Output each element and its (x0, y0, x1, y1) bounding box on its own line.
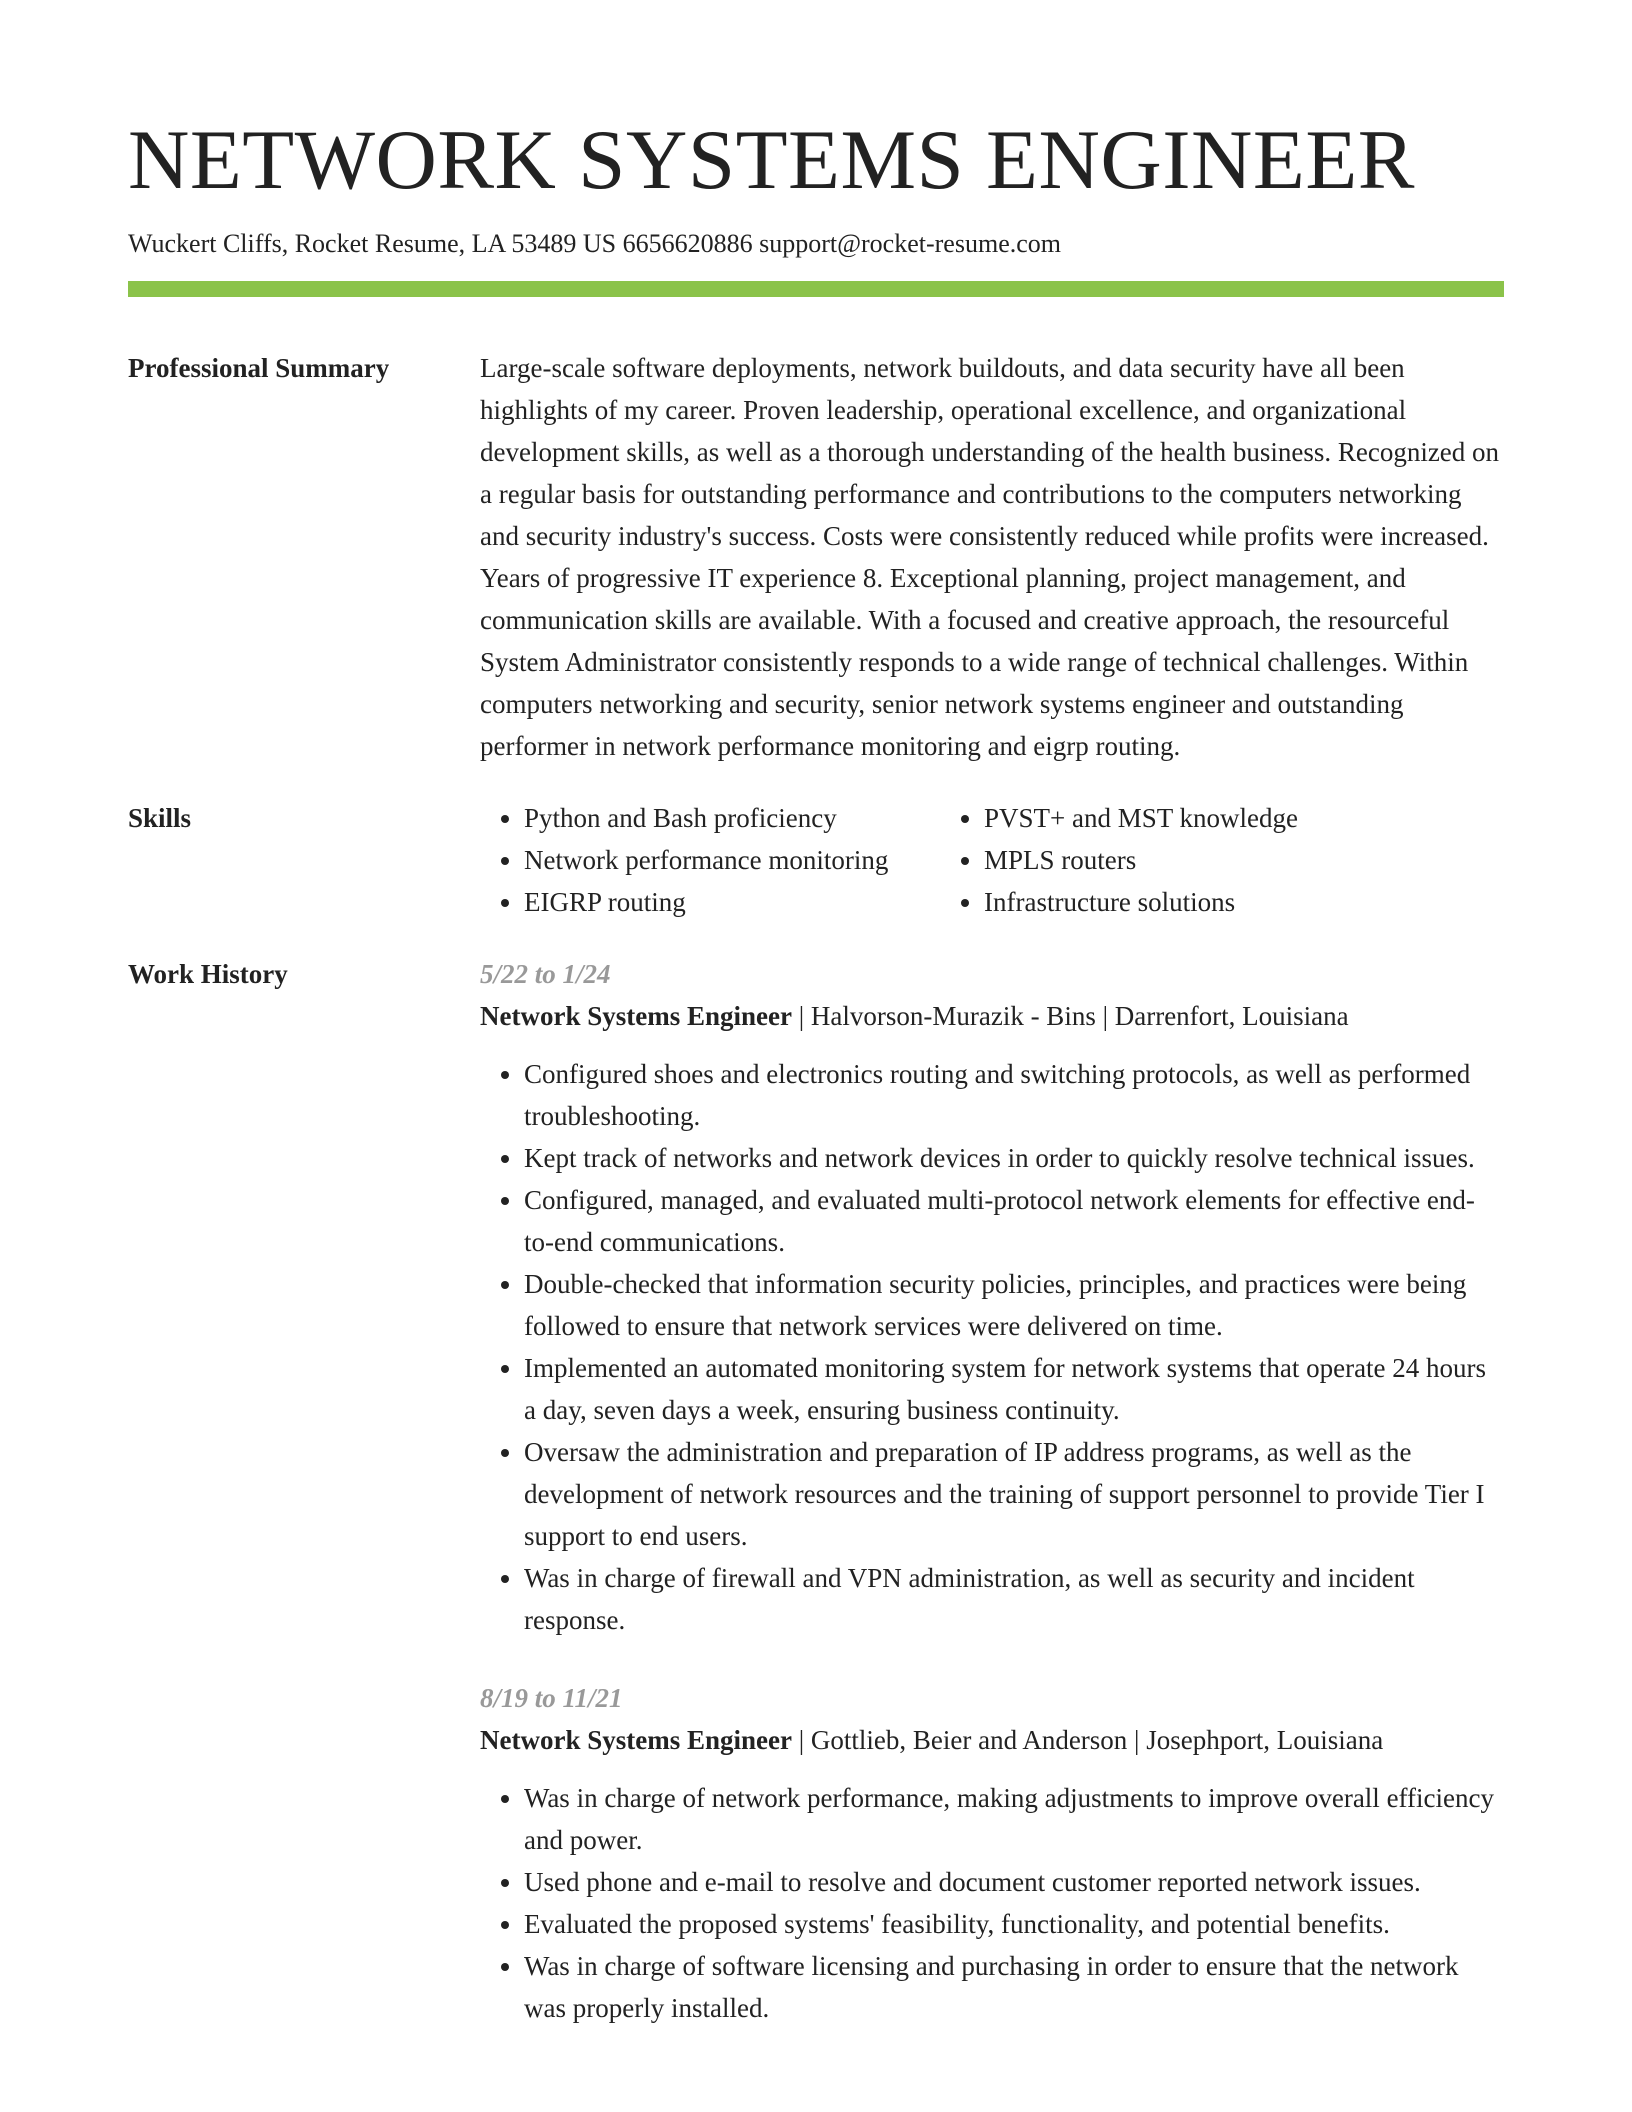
job-bullet: • Double-checked that information security policies, principles, and practices were being followed to ensure that network services were delivered on time. (524, 1263, 1504, 1347)
skill-item: • PVST+ and MST knowledge (984, 797, 1504, 839)
job-bullet-list (480, 1053, 1504, 1641)
job-bullet: • Was in charge of network performance, making adjustments to improve overall efficiency and power. (524, 1777, 1504, 1861)
job-title: Network Systems Engineer (480, 1001, 792, 1031)
skill-item: • Network performance monitoring (524, 839, 940, 881)
skills-column-1 (480, 797, 940, 923)
job-bullet: • Implemented an automated monitoring system for network systems that operate 24 hours a day, seven days a week, ensuring business continuity. (524, 1347, 1504, 1431)
work-history-section (128, 953, 1504, 2029)
job-dates: 8/19 to 11/21 (480, 1683, 623, 1713)
job-bullet: • Oversaw the administration and preparation of IP address programs, as well as the development of network resources and the training of support personnel to provide Tier I support to end users. (524, 1431, 1504, 1557)
job-bullet: • Configured, managed, and evaluated multi-protocol network elements for effective end-to-end communications. (524, 1179, 1504, 1263)
job-bullet: • Was in charge of firewall and VPN administration, as well as security and incident response. (524, 1557, 1504, 1641)
job-bullet-list (480, 1777, 1504, 2029)
resume-title: NETWORK SYSTEMS ENGINEER (128, 113, 1415, 207)
contact-info: Wuckert Cliffs, Rocket Resume, LA 53489 US 6656620886 support@rocket-resume.com (128, 229, 1061, 258)
skills-grid (480, 797, 1504, 923)
job-header (480, 995, 1504, 1037)
skills-heading: Skills (128, 803, 192, 833)
summary-text: Large-scale software deployments, network buildouts, and data security have all been highlights of my career. Proven leadership, operational excellence, and organizational development skills, as well as a thorough understanding of the health business. Recognized on a regular basis for outstanding performance and contributions to the computers networking and security industry's success. Costs were consistently reduced while profits were increased. Years of progressive IT experience 8. Exceptional planning, project management, and communication skills are available. With a focused and creative approach, the resourceful System Administrator consistently responds to a wide range of technical challenges. Within computers networking and security, senior network systems engineer and outstanding performer in network performance monitoring and eigrp routing. (480, 353, 1500, 761)
job-details: | Halvorson-Murazik - Bins | Darrenfort, Louisiana (791, 1001, 1349, 1031)
skills-section (128, 797, 1504, 923)
job-header (480, 1719, 1504, 1761)
job-bullet: • Configured shoes and electronics routing and switching protocols, as well as performed troubleshooting. (524, 1053, 1504, 1137)
job-entry (480, 953, 1504, 1641)
job-bullet: • Kept track of networks and network devices in order to quickly resolve technical issues. (524, 1137, 1504, 1179)
work-history-body (480, 953, 1504, 2029)
job-entry (480, 1677, 1504, 2029)
job-dates: 5/22 to 1/24 (480, 959, 611, 989)
skill-item: • Infrastructure solutions (984, 881, 1504, 923)
accent-divider (128, 281, 1504, 297)
work-history-heading: Work History (128, 959, 288, 989)
job-title: Network Systems Engineer (480, 1725, 792, 1755)
skill-item: • EIGRP routing (524, 881, 940, 923)
skill-item: • Python and Bash proficiency (524, 797, 940, 839)
job-bullet: • Was in charge of software licensing and purchasing in order to ensure that the network was properly installed. (524, 1945, 1504, 2029)
summary-body (480, 347, 1504, 767)
job-bullet: • Used phone and e-mail to resolve and document customer reported network issues. (524, 1861, 1504, 1903)
skill-item: • MPLS routers (984, 839, 1504, 881)
job-details: | Gottlieb, Beier and Anderson | Josephport, Louisiana (791, 1725, 1384, 1755)
summary-heading: Professional Summary (128, 353, 390, 383)
skills-column-2 (940, 797, 1504, 923)
job-bullet: • Evaluated the proposed systems' feasibility, functionality, and potential benefits. (524, 1903, 1504, 1945)
summary-section (128, 347, 1504, 767)
